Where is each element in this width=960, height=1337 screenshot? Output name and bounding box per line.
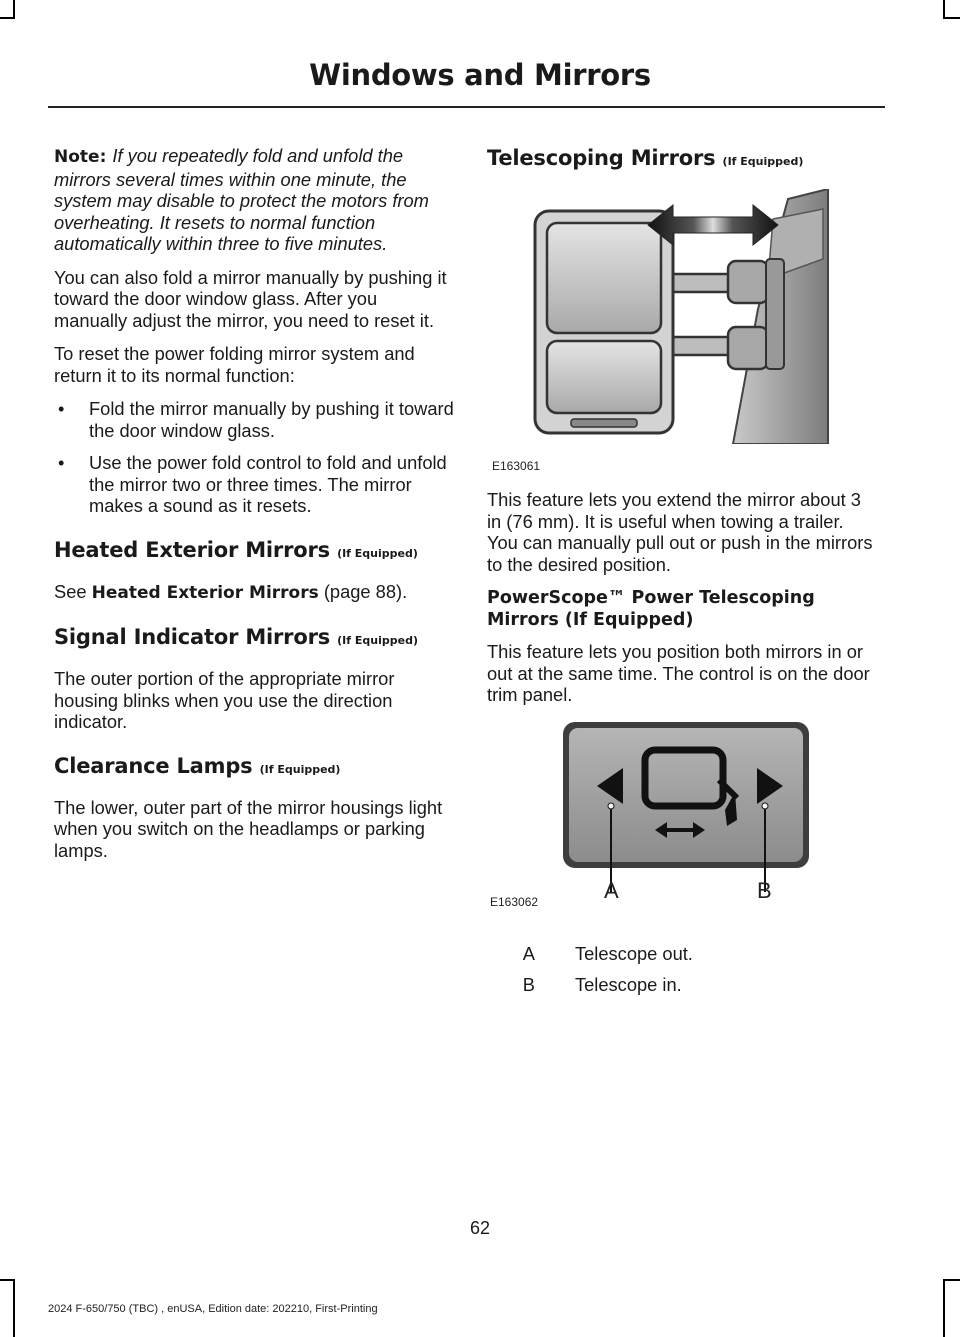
if-equipped-tag: (If Equipped)	[722, 155, 804, 168]
legend-text: Telescope out.	[575, 942, 693, 964]
note-label: Note:	[54, 147, 107, 167]
crop-mark	[943, 1279, 945, 1337]
crop-mark	[13, 0, 15, 18]
list-item-text: Use the power fold control to fold and unfold the mirror two or three times. The mirror makes a sound as it resets.	[89, 452, 447, 516]
legend-row	[487, 974, 879, 996]
callout-label-a: A	[604, 877, 619, 903]
cross-reference-link[interactable]: Heated Exterior Mirrors	[91, 582, 319, 603]
note-paragraph	[54, 145, 454, 255]
legend-text: Telescope in.	[575, 974, 682, 995]
powerscope-switch-illustration	[559, 720, 819, 910]
if-equipped-tag: (If Equipped)	[259, 762, 341, 776]
clearance-lamps-heading	[54, 753, 454, 783]
page-number: 62	[469, 1218, 491, 1238]
signal-mirrors-paragraph: The outer portion of the appropriate mirror housing blinks when you use the direction indicator.	[54, 668, 395, 732]
signal-mirrors-heading	[54, 624, 454, 654]
figure-code: E163061	[492, 459, 541, 473]
legend-row	[487, 943, 879, 965]
manual-fold-paragraph: You can also fold a mirror manually by pushing it toward the door window glass. After you manually adjust the mirror, you need to reset it.	[54, 266, 447, 331]
powerscope-description: This feature lets you position both mirrors in or out at the same time. The control is on the door trim panel.	[487, 641, 870, 705]
legend-key: A	[522, 942, 535, 964]
list-item: • Fold the mirror manually by pushing it toward the door window glass.	[58, 398, 454, 441]
heated-mirrors-heading	[54, 537, 454, 567]
upper-glass	[547, 223, 661, 333]
heading-text: Telescoping Mirrors	[487, 146, 716, 170]
heading-text: Clearance Lamps	[54, 753, 253, 778]
telescoping-mirror-illustration	[533, 189, 873, 444]
left-column	[54, 145, 454, 873]
if-equipped-tag: (If Equipped)	[337, 546, 418, 560]
double-arrow-icon	[648, 205, 778, 245]
clearance-lamps-paragraph: The lower, outer part of the mirror housings light when you switch on the headlamps or parking lamps.	[54, 796, 443, 861]
telescoping-mirrors-heading	[487, 145, 879, 175]
figure-code: E163062	[490, 894, 539, 909]
powerscope-control-figure	[487, 720, 879, 925]
legend-key: B	[522, 974, 535, 995]
lower-glass	[547, 341, 661, 413]
heading-text: Heated Exterior Mirrors	[54, 537, 330, 562]
see-text: See	[54, 580, 87, 602]
if-equipped-tag: (If Equipped)	[337, 634, 418, 647]
crop-mark	[0, 1279, 15, 1281]
list-item: • Use the power fold control to fold and unfold the mirror two or three times. The mirror makes a sound as it resets.	[58, 452, 447, 516]
page-title: Windows and Mirrors	[309, 58, 651, 92]
note-text: If you repeatedly fold and unfold the mirrors several times within one minute, the system may disable to protect the motors from overheating. It resets to normal function automatically within three to five minutes.	[54, 145, 429, 254]
crop-mark	[943, 17, 960, 19]
list-item-text: Fold the mirror manually by pushing it toward the door window glass.	[89, 398, 454, 441]
crop-mark	[0, 17, 15, 19]
crop-mark	[13, 1279, 15, 1337]
page-reference: (page 88).	[323, 580, 408, 602]
crop-mark	[943, 1279, 960, 1281]
powerscope-heading: PowerScope™ Power Telescoping Mirrors (If Equipped)	[487, 588, 815, 630]
telescoping-description: This feature lets you extend the mirror about 3 in (76 mm). It is useful when towing a trailer. You can manually pull out or push in the mirrors to the desired position.	[487, 489, 873, 575]
crop-mark	[943, 0, 945, 18]
header-rule	[48, 106, 885, 108]
reset-intro-paragraph: To reset the power folding mirror system and return it to its normal function:	[54, 343, 415, 386]
callout-legend	[487, 943, 879, 996]
heated-mirrors-reference	[54, 581, 454, 605]
right-column	[487, 145, 879, 1006]
reset-steps-list	[54, 398, 454, 517]
heading-text: Signal Indicator Mirrors	[54, 625, 331, 649]
callout-label-b: B	[757, 877, 772, 903]
telescoping-mirror-figure	[487, 189, 879, 489]
footer-text: 2024 F-650/750 (TBC) , enUSA, Edition date: 202210, First-Printing	[48, 1303, 378, 1315]
